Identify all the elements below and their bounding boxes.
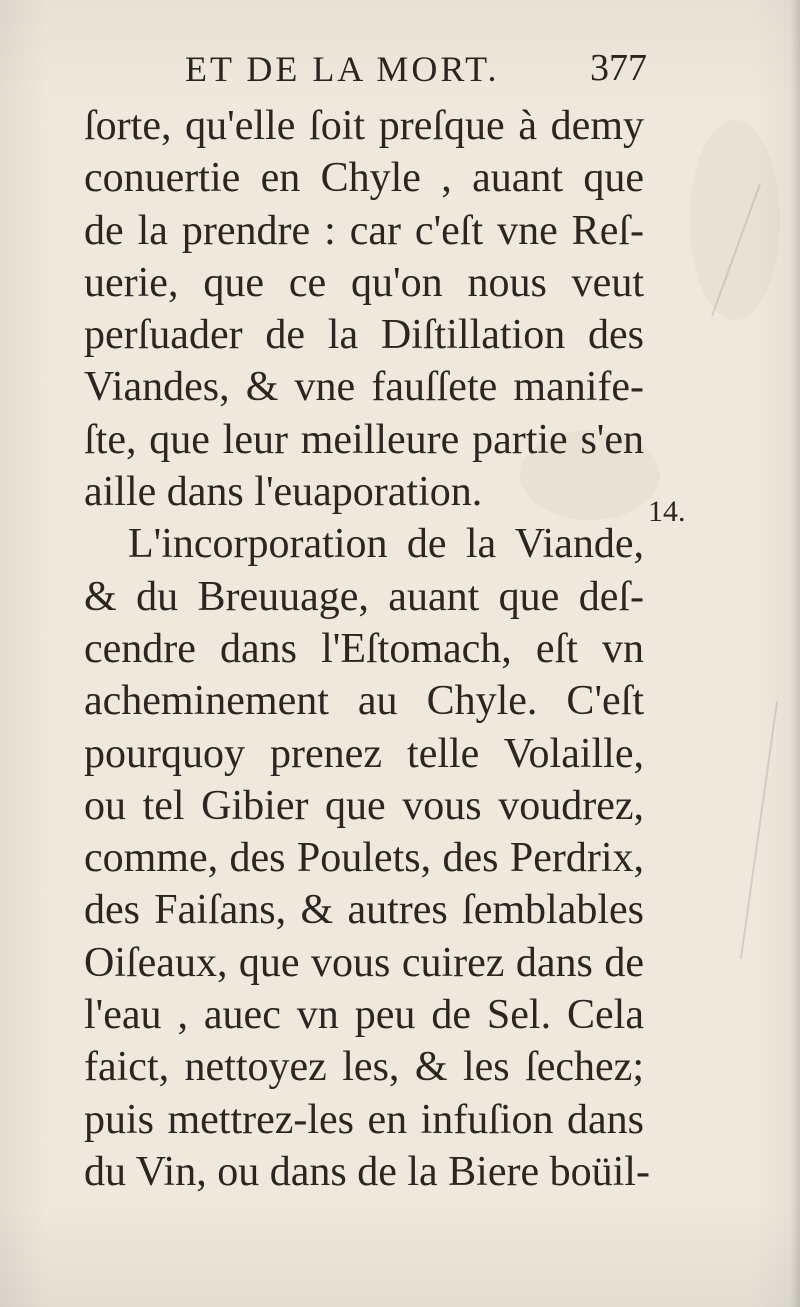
text-line: ſorte, qu'elle ſoit preſque à demy <box>84 103 644 149</box>
text-line: ou tel Gibier que vous voudrez, <box>84 782 644 829</box>
margin-section-number: 14. <box>648 495 686 528</box>
text-line: uerie, que ce qu'on nous veut <box>84 259 644 306</box>
text-line: L'incorporation de la Viande, <box>128 521 644 568</box>
text-line: de la prendre : car c'eſt vne Reſ- <box>84 207 644 254</box>
text-line: perſuader de la Diſtillation des <box>84 312 644 359</box>
text-line: des Faiſans, & autres ſemblables <box>84 887 644 934</box>
running-title: ET DE LA MORT. <box>185 49 500 89</box>
text-line: l'eau , auec vn peu de Sel. Cela <box>84 992 644 1039</box>
body-text <box>84 100 650 1198</box>
text-line: conuertie en Chyle , auant que <box>84 155 644 202</box>
text-line: & du Breuuage, auant que deſ- <box>84 573 644 620</box>
page-edge-shadow <box>790 0 800 1307</box>
text-line: du Vin, ou dans de la Biere boüil- <box>84 1148 650 1195</box>
text-line: aille dans l'euaporation. <box>84 469 483 516</box>
text-line: comme, des Poulets, des Perdrix, <box>84 835 644 882</box>
paper-stain <box>690 120 780 320</box>
page-number: 377 <box>590 47 647 89</box>
running-head <box>185 40 655 96</box>
text-line: pourquoy prenez telle Volaille, <box>84 730 644 777</box>
text-line: cendre dans l'Eſtomach, eſt vn <box>84 625 644 672</box>
text-line: puis mettrez-les en infuſion dans <box>84 1096 644 1143</box>
pencil-mark <box>740 701 778 959</box>
text-line: ſte, que leur meilleure partie s'en <box>84 416 644 463</box>
text-line: acheminement au Chyle. C'eſt <box>84 678 644 725</box>
text-line: Oiſeaux, que vous cuirez dans de <box>84 939 644 986</box>
text-line: faict, nettoyez les, & les ſechez; <box>84 1044 644 1091</box>
text-line: Viandes, & vne fauſſete manife- <box>84 364 644 411</box>
